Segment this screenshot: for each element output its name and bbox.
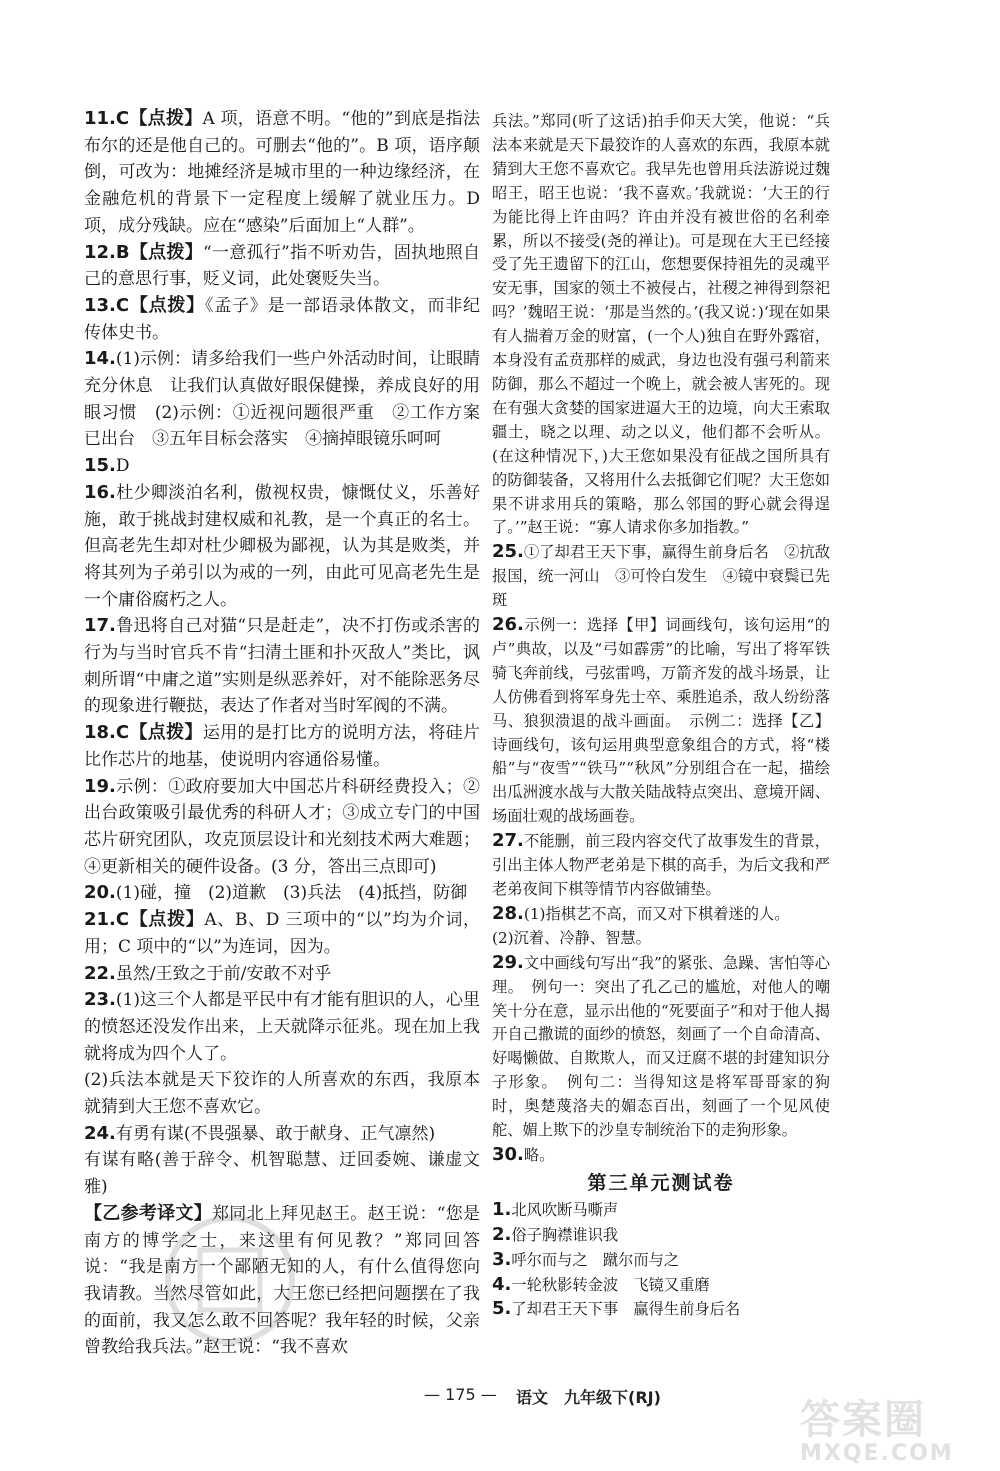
answer-text: 虽然/王致之于前/安敢不对乎 — [115, 963, 332, 984]
answer-text: (1)碰，撞 (2)道歉 (3)兵法 (4)抵挡，防御 — [115, 883, 468, 904]
question-number: 22. — [84, 962, 116, 984]
question-number: 15. — [84, 455, 116, 477]
question-number: 3. — [492, 1248, 512, 1270]
answer-text: (1)示例：请多给我们一些户外活动时间，让眼睛充分休息 让我们认真做好眼保健操，养成良好的用眼习惯 (2)示例：①近视问题很严重 ②工作方案已出台 ③五年目标会落实 ④摘掉眼镜乐呵呵 — [84, 349, 480, 450]
page-number: — 175 — — [424, 1385, 497, 1404]
answer-entry — [84, 987, 480, 1067]
question-number: 28. — [492, 902, 524, 924]
section-item — [492, 1248, 830, 1273]
question-number: 5. — [492, 1298, 512, 1320]
question-number: 29. — [492, 951, 524, 973]
question-number: 12.B — [84, 241, 130, 263]
hint-tag: 【乙参考译文】 — [84, 1202, 213, 1224]
answer-entry — [492, 902, 830, 927]
right-column — [492, 110, 830, 1322]
section-item — [492, 1223, 830, 1248]
question-number: 18.C — [84, 722, 130, 744]
question-number: 19. — [84, 775, 116, 797]
question-number: 17. — [84, 615, 116, 637]
answer-entry — [84, 1067, 480, 1120]
answer-text: 了却君王天下事 赢得生前身后名 — [511, 1300, 741, 1319]
answer-entry — [84, 346, 480, 453]
answer-entry — [84, 613, 480, 720]
watermark-logo: 答案圈 — [800, 1397, 926, 1443]
answer-text: 鲁迅将自己对猫“只是赶走”，决不打伤或杀害的行为与当时官兵不肯“扫清土匪和扑灭敌人”类比，讽刺所谓“中庸之道”实则是纵恶养奸，对不能除恶务尽的现象进行鞭挞，表达了作者对当时军阀的不满。 — [84, 616, 480, 717]
answer-text: 郑同北上拜见赵王。赵王说：“您是南方的博学之士，来这里有何见教？”郑同回答说：“我是南方一个鄙陋无知的人，有什么值得您向我请教。当然尽管如此，大王您已经把问题摆在了我的面前，我又怎么敢不回答呢？我年轻的时候，父亲曾教给我兵法。”赵王说：“我不喜欢 — [84, 1203, 480, 1358]
answer-entry — [84, 774, 480, 881]
hint-tag: 【点拨】 — [129, 241, 204, 263]
watermark-url: MXQE.COM — [800, 1441, 954, 1466]
section-title: 第三单元测试卷 — [587, 1171, 735, 1194]
answer-entry — [492, 540, 830, 613]
answer-entry — [84, 880, 480, 907]
answer-entry — [84, 961, 480, 988]
answer-text: 杜少卿淡泊名利，傲视权贵，慷慨仗义，乐善好施，敢于挑战封建权威和礼教，是一个真正的名士。但高老先生却对杜少卿极为鄙视，认为其是败类，并将其列为子弟引以为戒的一列，由此可见高老先生是一个庸俗腐朽之人。 — [84, 482, 480, 610]
answer-entry — [84, 1147, 480, 1200]
answer-text: D — [115, 456, 130, 477]
answer-text: 运用的是打比方的说明方法，将硅片比作芯片的地基，使说明内容通俗易懂。 — [84, 723, 481, 770]
subject-label: 语文 九年级下(RJ) — [516, 1388, 661, 1407]
site-watermark — [800, 1398, 990, 1466]
left-column — [84, 106, 480, 1361]
answer-text: 一轮秋影转金波 飞镜又重磨 — [511, 1275, 710, 1294]
answer-entry — [84, 453, 480, 480]
answer-entry — [84, 293, 480, 346]
question-number: 4. — [492, 1273, 512, 1295]
answer-entry — [84, 106, 480, 240]
question-number: 11.C — [84, 108, 130, 129]
question-number: 21.C — [84, 909, 130, 931]
answer-text: 呼尔而与之 蹴尔而与之 — [511, 1250, 680, 1269]
answer-entry — [84, 720, 480, 773]
answer-entry — [492, 110, 830, 540]
answer-text: (1)指棋艺不高，而又对下棋着迷的人。 — [523, 904, 790, 923]
hint-tag: 【点拨】 — [129, 909, 205, 931]
answer-text: 俗子胸襟谁识我 — [511, 1225, 619, 1244]
answer-entry — [84, 240, 480, 293]
answer-text: ①了却君王天下事，赢得生前身后名 ②抗敌报国，统一河山 ③可怜白发生 ④镜中衰鬓已先斑 — [492, 543, 830, 610]
answer-text: (2)沉着、冷静、智慧。 — [492, 928, 651, 947]
section-item — [492, 1297, 830, 1322]
question-number: 14. — [84, 348, 116, 370]
question-number: 20. — [84, 882, 116, 904]
answer-text: 文中画线句写出“我”的紧张、急躁、害怕等心理。 例句一：突出了孔乙己的尴尬，对他人的嘲笑十分在意，显示出他的“死要面子”和对于他人揭开自己撒谎的面纱的愤怒，刻画了一个自命清高、好喝懒做、自欺欺人，而又迂腐不堪的封建知识分子形象。 例句二：当得知这是将军哥哥家的狗时，奥楚蔑洛夫的媚态百出，刻画了一个见风使舵、媚上欺下的沙皇专制统治下的走狗形象。 — [492, 953, 830, 1140]
question-number: 26. — [492, 614, 524, 636]
answer-entry — [492, 927, 830, 951]
answer-text: 有勇有谋(不畏强暴、敢于献身、正气凛然) — [115, 1123, 436, 1144]
answer-text: 北风吹断马嘶声 — [511, 1200, 619, 1219]
answer-entry — [84, 480, 480, 614]
question-number: 30. — [492, 1143, 524, 1165]
answer-text: “一意孤行”指不听劝告，固执地照自己的意思行事，贬义词，此处褒贬失当。 — [84, 242, 480, 290]
question-number: 24. — [84, 1122, 116, 1144]
stamp-watermark — [150, 1205, 310, 1355]
question-number: 23. — [84, 989, 116, 1011]
answer-text: 《孟子》是一部语录体散文，而非纪传体史书。 — [84, 295, 481, 343]
answer-text: 略。 — [523, 1145, 555, 1164]
answer-entry — [84, 1121, 480, 1148]
answer-text: (2)兵法本就是天下狡诈的人所喜欢的东西，我原本就猜到大王您不喜欢它。 — [84, 1070, 480, 1118]
question-number: 2. — [492, 1223, 512, 1245]
answer-text: 兵法。”郑同(听了这话)拍手仰天大笑，他说：“兵法本来就是天下最狡诈的人喜欢的东西，我原本就猜到大王您不喜欢它。我早先也曾用兵法游说过魏昭王，昭王也说：‘我不喜欢。’我就说：‘大王的行为能比得上许由吗？许由并没有被世俗的名利牵累，所以不接受(尧的禅让)。可是现在大王已经接受了先王遗留下的江山，您想要保持祖先的灵魂平安无事，国家的领土不被侵占，社稷之神得到祭祀吗？’魏昭王说：‘那是当然的。’(我又说：)‘现在如果有人揣着万金的财富，(一个人)独自在野外露宿，本身没有孟贲那样的威武，身边也没有强弓利箭来防御，那么不超过一个晚上，就会被人害死的。现在有强大贪婪的国家进逼大王的边境，向大王索取疆土，晓之以理、动之以义，他们都不会听从。(在这种情况下，)大王您如果没有征战之国所具有的防御装备，又将用什么去抵御它们呢？大王您如果不讲求用兵的策略，那么邻国的野心就会得逞了。’”赵王说：“寡人请求你多加指教。” — [492, 112, 830, 537]
hint-tag: 【点拨】 — [129, 294, 205, 316]
answer-entry — [492, 829, 830, 902]
answer-text: 不能删，前三段内容交代了故事发生的背景，引出主体人物严老弟是下棋的高手，为后文我和严老弟夜间下棋等情节内容做铺垫。 — [492, 832, 830, 898]
hint-tag: 【点拨】 — [129, 108, 203, 129]
hint-tag: 【点拨】 — [129, 722, 203, 744]
answer-text: 示例一：选择【甲】词画线句，该句运用“的卢”典故，以及“弓如霹雳”的比喻，写出了将军铁骑飞奔前线，弓弦雷鸣，万箭齐发的战斗场景，让人仿佛看到将军身先士卒、乘胜追杀，敌人纷纷落马、狼狈溃退的战斗画面。 示例二：选择【乙】诗画线句，该句运用典型意象组合的方式，将“楼船”与“夜雪”“铁马”“秋风”分别组合在一起，描绘出瓜洲渡水战与大散关陆战特点突出、意境开阔、场面壮观的战场画卷。 — [492, 616, 830, 826]
answer-entry — [492, 951, 830, 1143]
answer-text: (1)这三个人都是平民中有才能有胆识的人，心里的愤怒还没发作出来，上天就降示征兆。现在加上我就将成为四个人了。 — [84, 990, 480, 1064]
question-number: 1. — [492, 1198, 512, 1220]
question-number: 13.C — [84, 294, 130, 316]
answer-entry — [84, 907, 480, 960]
answer-entry — [492, 1143, 830, 1168]
question-number: 25. — [492, 541, 524, 563]
question-number: 16. — [84, 481, 116, 503]
answer-text: 有谋有略(善于辞令、机智聪慧、迂回委婉、谦虚文雅) — [84, 1150, 480, 1198]
section-item — [492, 1273, 830, 1298]
answer-text: 示例：①政府要加大中国芯片科研经费投入；②出台政策吸引最优秀的科研人才；③成立专门的中国芯片研究团队，攻克顶层设计和光刻技术两大难题；④更新相关的硬件设备。(3 分，答出三点即可) — [84, 776, 480, 877]
right-column-body — [492, 110, 830, 1168]
answer-entry — [492, 613, 830, 829]
section-item — [492, 1198, 830, 1223]
answer-text: A、B、D 三项中的“以”均为介词，用；C 项中的“以”为连词，因为。 — [84, 910, 480, 957]
section-items — [492, 1198, 830, 1323]
question-number: 27. — [492, 830, 524, 852]
answer-text: A 项，语意不明。“他的”到底是指法布尔的还是他自己的。可删去“他的”。B 项，语序颠倒，可改为：地摊经济是城市里的一种边缘经济，在金融危机的背景下一定程度上缓解了就业压力。D 项，成分残缺。应在“感染”后面加上“人群”。 — [84, 109, 481, 236]
